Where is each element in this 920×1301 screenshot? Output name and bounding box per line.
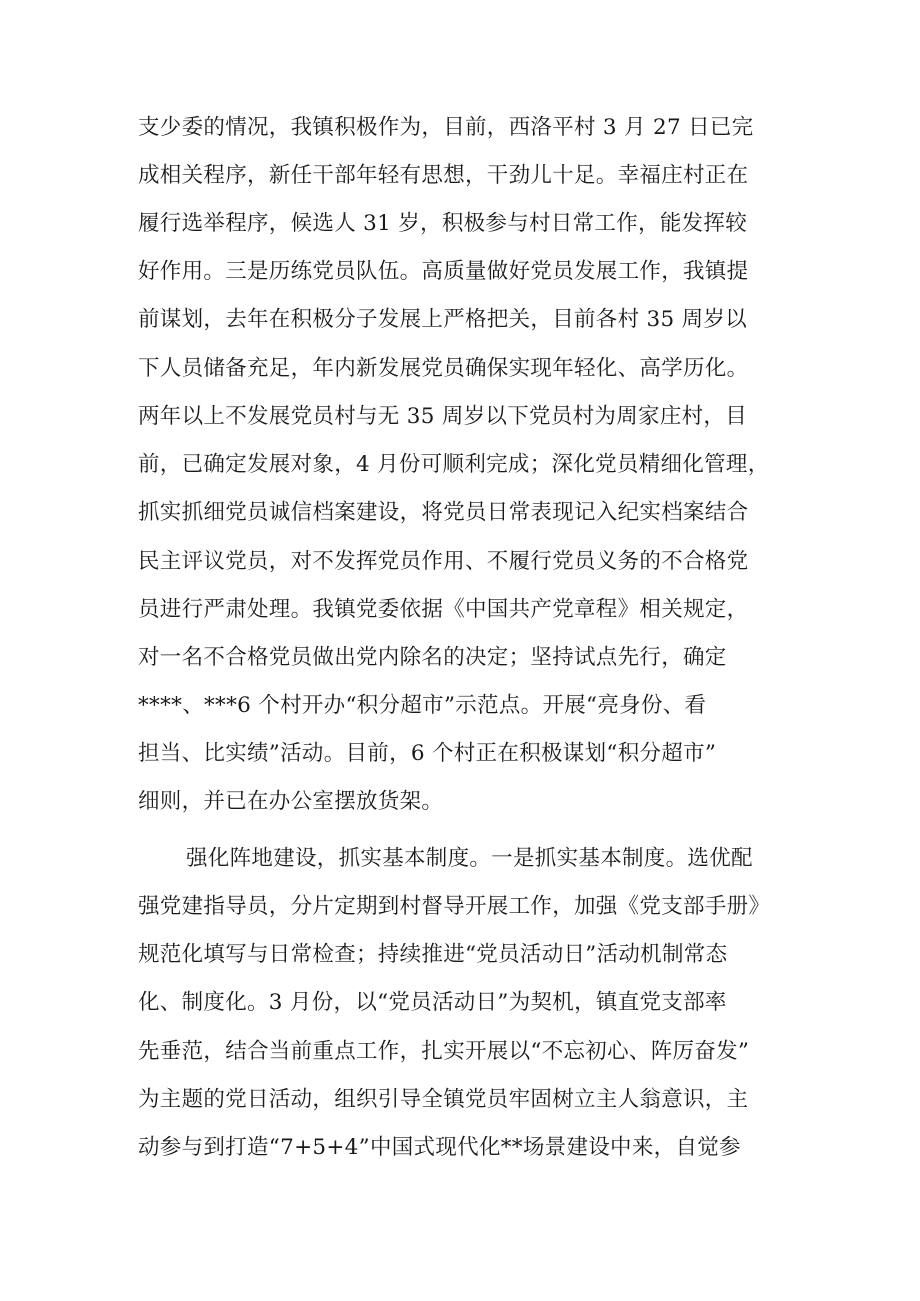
text-line: 前谋划，去年在积极分子发展上严格把关，目前各村 35 周岁以 [138,307,748,332]
text-line: 两年以上不发展党员村与无 35 周岁以下党员村为周家庄村，目 [138,404,748,429]
text-line: 为主题的党日活动，组织引导全镇党员牢固树立主人翁意识，主 [138,1087,749,1112]
text-line: 抓实抓细党员诚信档案建设，将党员日常表现记入纪实档案结合 [138,500,749,525]
text-line: 下人员储备充足，年内新发展党员确保实现年轻化、高学历化。 [138,356,749,381]
text-line: 履行选举程序，候选人 31 岁，积极参与村日常工作，能发挥较 [138,211,748,236]
text-line: 民主评议党员，对不发挥党员作用、不履行党员义务的不合格党 [138,549,749,574]
text-line: 好作用。三是历练党员队伍。高质量做好党员发展工作，我镇提 [138,259,749,284]
text-line: 化、制度化。3 月份，以“党员活动日”为契机，镇直党支部率 [138,990,727,1015]
text-line: 强党建指导员，分片定期到村督导开展工作，加强《党支部手册》 [138,894,771,919]
text-line: 对一名不合格党员做出党内除名的决定；坚持试点先行，确定 [138,645,727,670]
text-line: 前，已确定发展对象，4 月份可顺利完成；深化党员精细化管理， [138,452,770,477]
text-line: 强化阵地建设，抓实基本制度。一是抓实基本制度。选优配 [186,846,753,871]
text-line: 先垂范，结合当前重点工作，扎实开展以“不忘初心、阵厉奋发” [138,1039,750,1064]
text-line: 员进行严肃处理。我镇党委依据《中国共产党章程》相关规定， [138,597,749,622]
text-line: 细则，并已在办公室摆放货架。 [138,789,444,814]
text-line: 担当、比实绩”活动。目前，6 个村正在积极谋划“积分超市” [138,741,717,766]
text-line: 规范化填写与日常检查；持续推进“党员活动日”活动机制常态 [138,942,728,967]
text-line: 动参与到打造“7+5+4”中国式现代化**场景建设中来，自觉参 [138,1135,741,1160]
text-line: 成相关程序，新任干部年轻有思想，干劲儿十足。幸福庄村正在 [138,163,749,188]
text-line: ****、***6 个村开办“积分超市”示范点。开展“亮身份、看 [138,693,707,718]
text-line: 支少委的情况，我镇积极作为，目前，西洛平村 3 月 27 日已完 [138,115,754,140]
